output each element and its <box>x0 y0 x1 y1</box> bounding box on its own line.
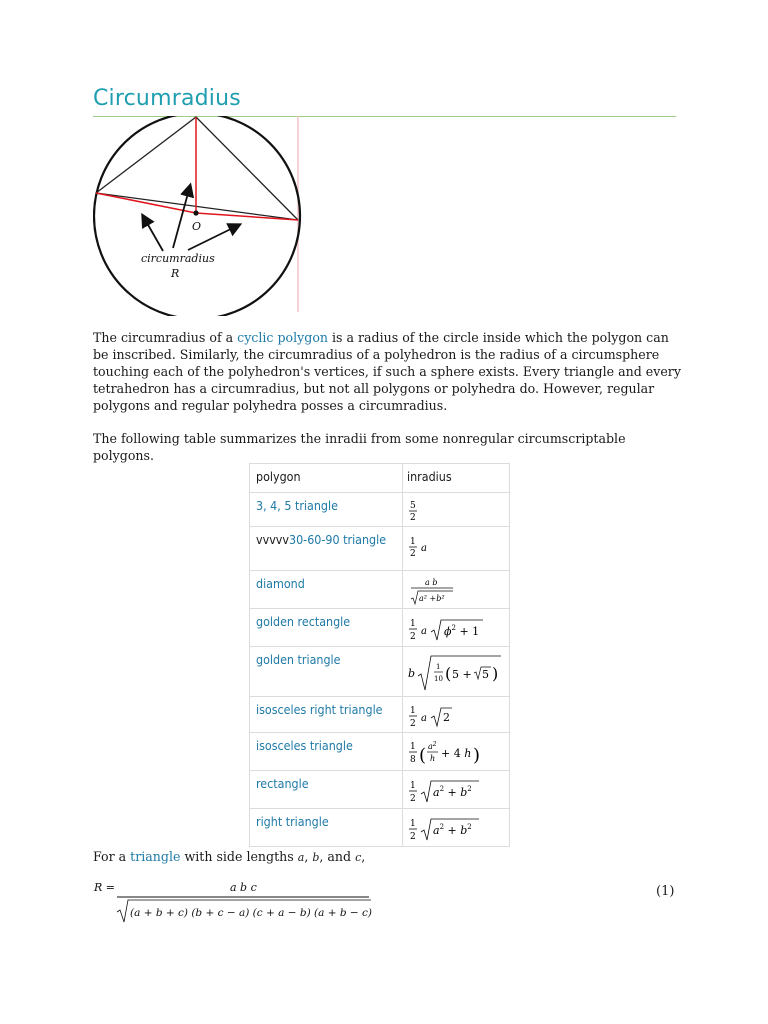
svg-text:1: 1 <box>410 537 416 547</box>
row-link-isosceles-right-triangle[interactable]: isosceles right triangle <box>256 702 383 717</box>
svg-text:): ) <box>492 664 499 683</box>
svg-text:ϕ2 + 1: $\phi^2 + 1$ <box>444 624 480 638</box>
svg-text:2: 2 <box>410 832 416 842</box>
caption-r: R <box>171 267 180 280</box>
svg-text:a b: a b <box>425 578 438 587</box>
table-intro-paragraph: The following table summarizes the inradii from some nonregular circumscriptable polygons. <box>93 431 626 463</box>
radius-line-right <box>196 213 298 220</box>
header-inradius: inradius <box>403 464 510 493</box>
arrow-middle <box>173 186 190 248</box>
radius-line-left <box>96 193 196 213</box>
svg-text:2: 2 <box>410 513 416 523</box>
svg-text:b: b <box>408 667 416 680</box>
circumradius-formula <box>93 874 383 926</box>
svg-text:2: 2 <box>410 632 416 642</box>
row-link-3-4-5-triangle[interactable]: 3, 4, 5 triangle <box>256 498 338 513</box>
svg-text:2: 2 <box>410 719 416 729</box>
formula-golden-triangle <box>407 652 503 694</box>
formula-golden-rectangle <box>407 614 487 646</box>
svg-text:a: a <box>421 543 427 554</box>
table-row <box>250 733 510 771</box>
table-row <box>250 771 510 809</box>
svg-text:2: 2 <box>410 794 416 804</box>
table-row <box>250 493 510 527</box>
table-row <box>250 809 510 847</box>
table-row <box>250 647 510 697</box>
row-link-isosceles-triangle[interactable]: isosceles triangle <box>256 738 353 753</box>
svg-text:a2: $a^2$ <box>428 741 437 751</box>
formula-30-60-90 <box>407 532 447 562</box>
svg-text:8: 8 <box>410 755 416 765</box>
svg-text:1: 1 <box>436 663 441 671</box>
row-link-diamond[interactable]: diamond <box>256 576 305 591</box>
row-link-golden-rectangle[interactable]: golden rectangle <box>256 614 351 629</box>
formula-isosceles-triangle <box>407 738 487 770</box>
inradii-table <box>249 463 510 847</box>
svg-text:a: a <box>421 713 427 724</box>
svg-text:+ 4 h: + 4 h <box>441 747 472 760</box>
row-link-30-60-90-triangle[interactable]: 30-60-90 triangle <box>288 532 387 547</box>
circumradius-diagram <box>93 116 308 316</box>
triangle-link[interactable]: triangle <box>130 849 181 864</box>
svg-text:(: ( <box>445 664 452 683</box>
table-row: vvvvv30-60-90 triangle 1 2 a <box>250 527 510 571</box>
intro-paragraph: The circumradius of a cyclic polygon is a radius of the circle inside which the polygon can be inscribed. Similarly, the circumradius of a polyhedron is the radius of a circumsphere touching each of the polyhedron's vertices, if such a sphere exists. Every triangle and every tetrahedron has a circumradius, but not all polygons or polyhedra do. However, regular polygons and regular polyhedra posses a circumradius. <box>93 330 681 413</box>
row-link-right-triangle[interactable]: right triangle <box>256 814 329 829</box>
svg-text:2: 2 <box>410 549 416 559</box>
table-row <box>250 697 510 733</box>
inscribed-polygon <box>96 117 298 220</box>
svg-text:5: 5 <box>482 668 489 681</box>
svg-text:1: 1 <box>410 706 416 716</box>
header-polygon: polygon <box>250 464 403 493</box>
svg-text:5 +: 5 + <box>452 668 472 681</box>
formula-lhs: R = <box>94 881 115 894</box>
equation-number: (1) <box>656 884 675 899</box>
formula-numerator: a b c <box>230 881 257 894</box>
page-title: Circumradius <box>93 86 241 111</box>
svg-text:1: 1 <box>410 781 416 791</box>
svg-text:1: 1 <box>410 819 416 829</box>
arrow-left <box>143 216 163 251</box>
svg-text:a² +b²: a² +b² <box>419 594 445 603</box>
center-point <box>193 210 198 215</box>
svg-text:10: 10 <box>434 675 443 683</box>
formula-denominator: (a + b + c) (b + c − a) (c + a − b) (a + b − c) <box>130 907 373 919</box>
center-label: O <box>192 220 202 233</box>
table-header-row <box>250 464 510 493</box>
row-link-golden-triangle[interactable]: golden triangle <box>256 652 341 667</box>
svg-text:a: a <box>421 626 427 637</box>
row-link-rectangle[interactable]: rectangle <box>256 776 309 791</box>
formula-rectangle <box>407 776 487 808</box>
svg-text:5: 5 <box>410 501 416 511</box>
table-row <box>250 609 510 647</box>
svg-text:1: 1 <box>410 742 416 752</box>
formula-3-4-5 <box>407 498 427 526</box>
svg-text:1: 1 <box>410 619 416 629</box>
svg-text:a2 + b2: $a^2 + b^2$ <box>433 823 472 837</box>
formula-diamond <box>407 576 467 608</box>
svg-text:h: h <box>430 754 436 763</box>
svg-text:): ) <box>473 745 481 766</box>
formula-isosceles-right-triangle <box>407 702 467 732</box>
cyclic-polygon-link[interactable]: cyclic polygon <box>237 330 329 345</box>
svg-text:(: ( <box>419 745 427 766</box>
svg-text:2: 2 <box>443 711 450 724</box>
formula-right-triangle <box>407 814 487 846</box>
caption-circumradius: circumradius <box>141 252 215 265</box>
svg-text:a2 + b2: $a^2 + b^2$ <box>433 785 472 799</box>
table-row <box>250 571 510 609</box>
triangle-paragraph: For a triangle with side lengths a, b, and c, <box>93 849 366 864</box>
